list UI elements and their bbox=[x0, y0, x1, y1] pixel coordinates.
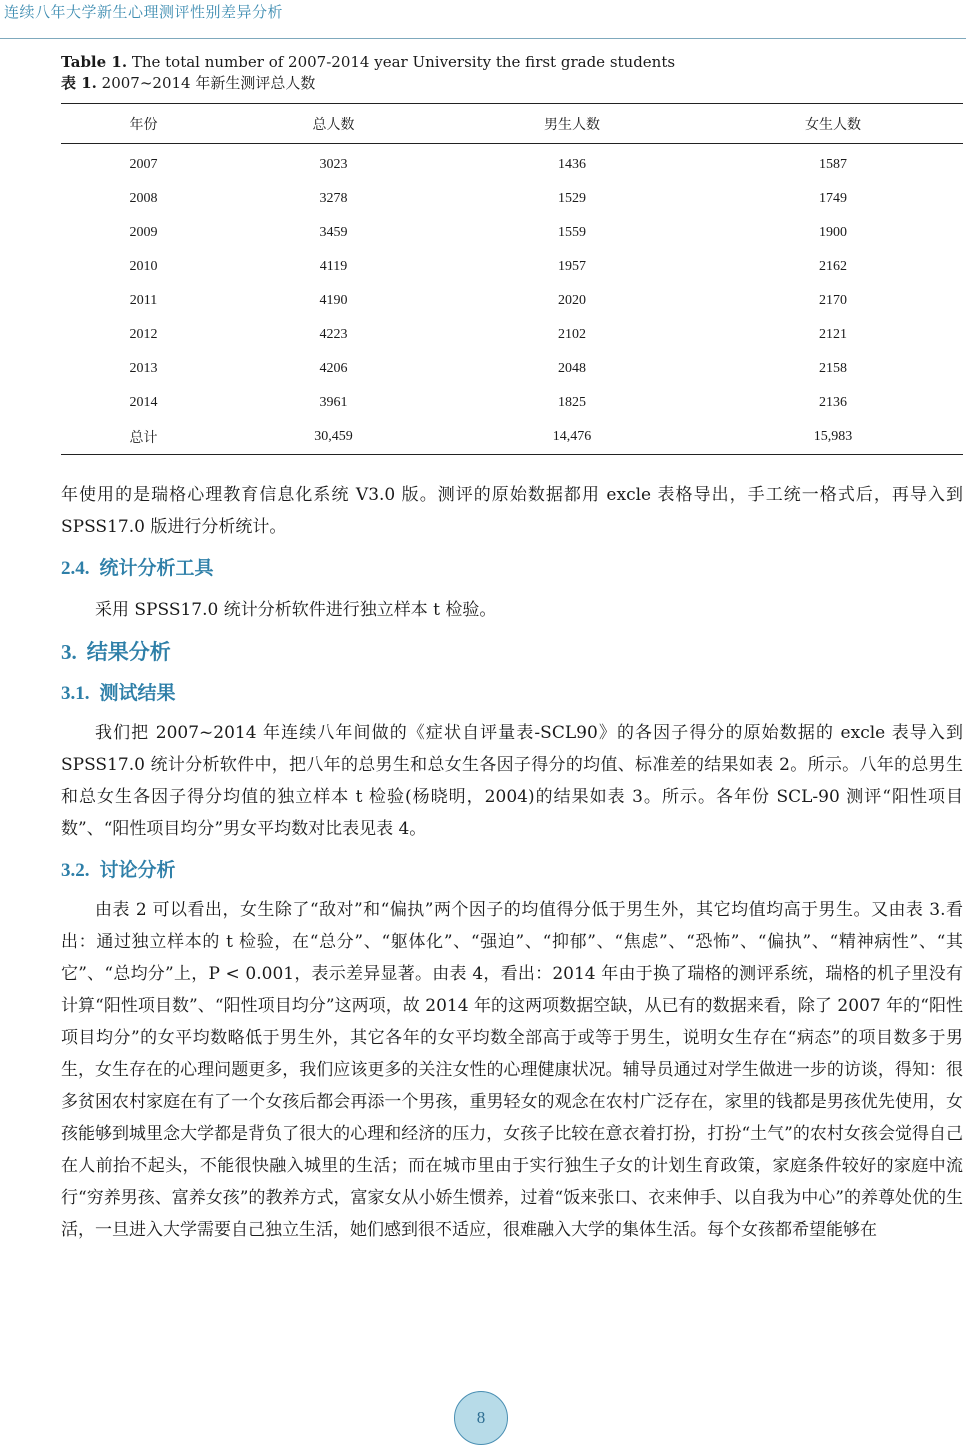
section-number: 3.2. bbox=[61, 860, 90, 881]
cell-year: 2013 bbox=[129, 361, 158, 376]
cell-year: 2008 bbox=[129, 191, 158, 206]
cell-male: 1957 bbox=[558, 259, 586, 274]
cell-total: 3459 bbox=[319, 225, 348, 240]
table-row bbox=[61, 284, 963, 318]
col-header-total: 总人数 bbox=[312, 117, 355, 133]
cell-male: 2102 bbox=[558, 327, 586, 342]
section-number: 3.1. bbox=[61, 683, 90, 704]
table-total-row bbox=[61, 420, 963, 455]
table-1-label-en: Table 1. bbox=[61, 53, 128, 71]
cell-female: 2170 bbox=[819, 293, 847, 308]
cell-total: 3023 bbox=[319, 157, 348, 172]
running-header-title: 连续八年大学新生心理测评性别差异分析 bbox=[4, 3, 284, 21]
table-1-caption-cn bbox=[61, 73, 963, 94]
cell-year: 2012 bbox=[129, 327, 158, 342]
paragraph-2-4: 采用 SPSS17.0 统计分析软件进行独立样本 t 检验。 bbox=[95, 600, 497, 620]
section-title: 统计分析工具 bbox=[99, 557, 214, 579]
cell-total: 4223 bbox=[319, 327, 348, 342]
section-title: 测试结果 bbox=[99, 682, 176, 704]
page-content bbox=[61, 52, 963, 1246]
table-row bbox=[61, 352, 963, 386]
cell-female: 2158 bbox=[819, 361, 847, 376]
table-row bbox=[61, 216, 963, 250]
table-1-title-en: The total number of 2007-2014 year University the first grade students bbox=[127, 53, 676, 71]
table-row bbox=[61, 386, 963, 420]
section-heading-2-4 bbox=[61, 555, 963, 582]
cell-male: 1559 bbox=[558, 225, 586, 240]
cell-total: 3278 bbox=[319, 191, 348, 206]
table-1-caption-en bbox=[61, 52, 963, 73]
table-1 bbox=[61, 103, 963, 455]
cell-total-label: 总计 bbox=[129, 431, 158, 446]
cell-total: 30,459 bbox=[314, 429, 353, 444]
col-header-female: 女生人数 bbox=[805, 117, 861, 133]
cell-male: 2048 bbox=[558, 361, 586, 376]
cell-year: 2009 bbox=[129, 225, 158, 240]
section-heading-3-1 bbox=[61, 680, 963, 707]
cell-female: 2121 bbox=[819, 327, 847, 342]
paragraph-3-1: 我们把 2007~2014 年连续八年间做的《症状自评量表-SCL90》的各因子得分的原始数据的 excle 表导入到 SPSS17.0 统计分析软件中，把八年的总男生和总女生各因子得分的均值、标准差的结果如表 2。所示。八年的总男生和总女生各因子得分均值的独立样本 t 检验(杨晓明，2004)的结果如表 3。所示。各年份 SCL-90 测评“阳性项目数”、“阳性项目均分”男女平均数对比表见表 4。 bbox=[61, 723, 963, 839]
cell-year: 2010 bbox=[129, 259, 158, 274]
col-header-male: 男生人数 bbox=[544, 117, 600, 133]
cell-total: 3961 bbox=[319, 395, 348, 410]
table-row bbox=[61, 144, 963, 183]
table-row bbox=[61, 250, 963, 284]
section-title: 结果分析 bbox=[86, 640, 171, 664]
cell-female: 2136 bbox=[819, 395, 847, 410]
table-1-title-cn: 2007~2014 年新生测评总人数 bbox=[96, 74, 316, 92]
cell-year: 2007 bbox=[129, 157, 158, 172]
cell-male: 2020 bbox=[558, 293, 586, 308]
table-row bbox=[61, 182, 963, 216]
paragraph-3-2: 由表 2 可以看出，女生除了“敌对”和“偏执”两个因子的均值得分低于男生外，其它均值均高于男生。又由表 3.看出：通过独立样本的 t 检验，在“总分”、“躯体化”、“强迫”、“抑郁”、“焦虑”、“恐怖”、“偏执”、“精神病性”、“其它”、“总均分”上，P < 0.001，表示差异显著。由表 4，看出：2014 年由于换了瑞格的测评系统，瑞格的机子里没有计算“阳性项目数”、“阳性项目均分”这两项，故 2014 年的这两项数据空缺，从已有的数据来看，除了 2007 年的“阳性项目均分”的女平均数略低于男生外，其它各年的女平均数全部高于或等于男生，说明女生存在“病态”的项目数多于男生，女生存在的心理问题更多，我们应该更多的关注女性的心理健康状况。辅导员通过对学生做进一步的访谈，得知：很多贫困农村家庭在有了一个女孩后都会再添一个男孩，重男轻女的观念在农村广泛存在，家里的钱都是男孩优先使用，女孩能够到城里念大学都是背负了很大的心理和经济的压力，女孩子比较在意衣着打扮，打扮“土气”的农村女孩会觉得自己在人前抬不起头，不能很快融入城里的生活；而在城市里由于实行独生子女的计划生育政策，家庭条件较好的家庭中流行“穷养男孩、富养女孩”的教养方式，富家女从小娇生惯养，过着“饭来张口、衣来伸手、以自我为中心”的养尊处优的生活，一旦进入大学需要自己独立生活，她们感到很不适应，很难融入大学的集体生活。每个女孩都希望能够在 bbox=[61, 900, 963, 1240]
cell-year: 2011 bbox=[129, 293, 158, 308]
section-heading-3 bbox=[61, 638, 963, 666]
cell-female: 1900 bbox=[819, 225, 847, 240]
section-number: 2.4. bbox=[61, 558, 90, 579]
table-1-label-cn: 表 1. bbox=[61, 74, 97, 92]
table-header-row bbox=[61, 104, 963, 144]
cell-total: 4206 bbox=[319, 361, 348, 376]
paragraph-intro: 年使用的是瑞格心理教育信息化系统 V3.0 版。测评的原始数据都用 excle 表格导出，手工统一格式后，再导入到 SPSS17.0 版进行分析统计。 bbox=[61, 485, 963, 537]
section-number: 3. bbox=[61, 640, 77, 664]
page-number-badge: 8 bbox=[454, 1391, 508, 1445]
cell-year: 2014 bbox=[129, 395, 158, 410]
cell-male: 1825 bbox=[558, 395, 586, 410]
cell-female: 15,983 bbox=[813, 429, 853, 444]
table-row bbox=[61, 318, 963, 352]
cell-male: 1529 bbox=[558, 191, 586, 206]
cell-female: 2162 bbox=[819, 259, 847, 274]
cell-total: 4119 bbox=[319, 259, 348, 274]
cell-male: 14,476 bbox=[552, 429, 592, 444]
cell-female: 1749 bbox=[819, 191, 847, 206]
cell-male: 1436 bbox=[558, 157, 586, 172]
running-header bbox=[0, 0, 966, 39]
section-title: 讨论分析 bbox=[99, 859, 176, 881]
col-header-year: 年份 bbox=[129, 117, 158, 133]
cell-female: 1587 bbox=[819, 157, 847, 172]
section-heading-3-2 bbox=[61, 857, 963, 884]
cell-total: 4190 bbox=[319, 293, 348, 308]
